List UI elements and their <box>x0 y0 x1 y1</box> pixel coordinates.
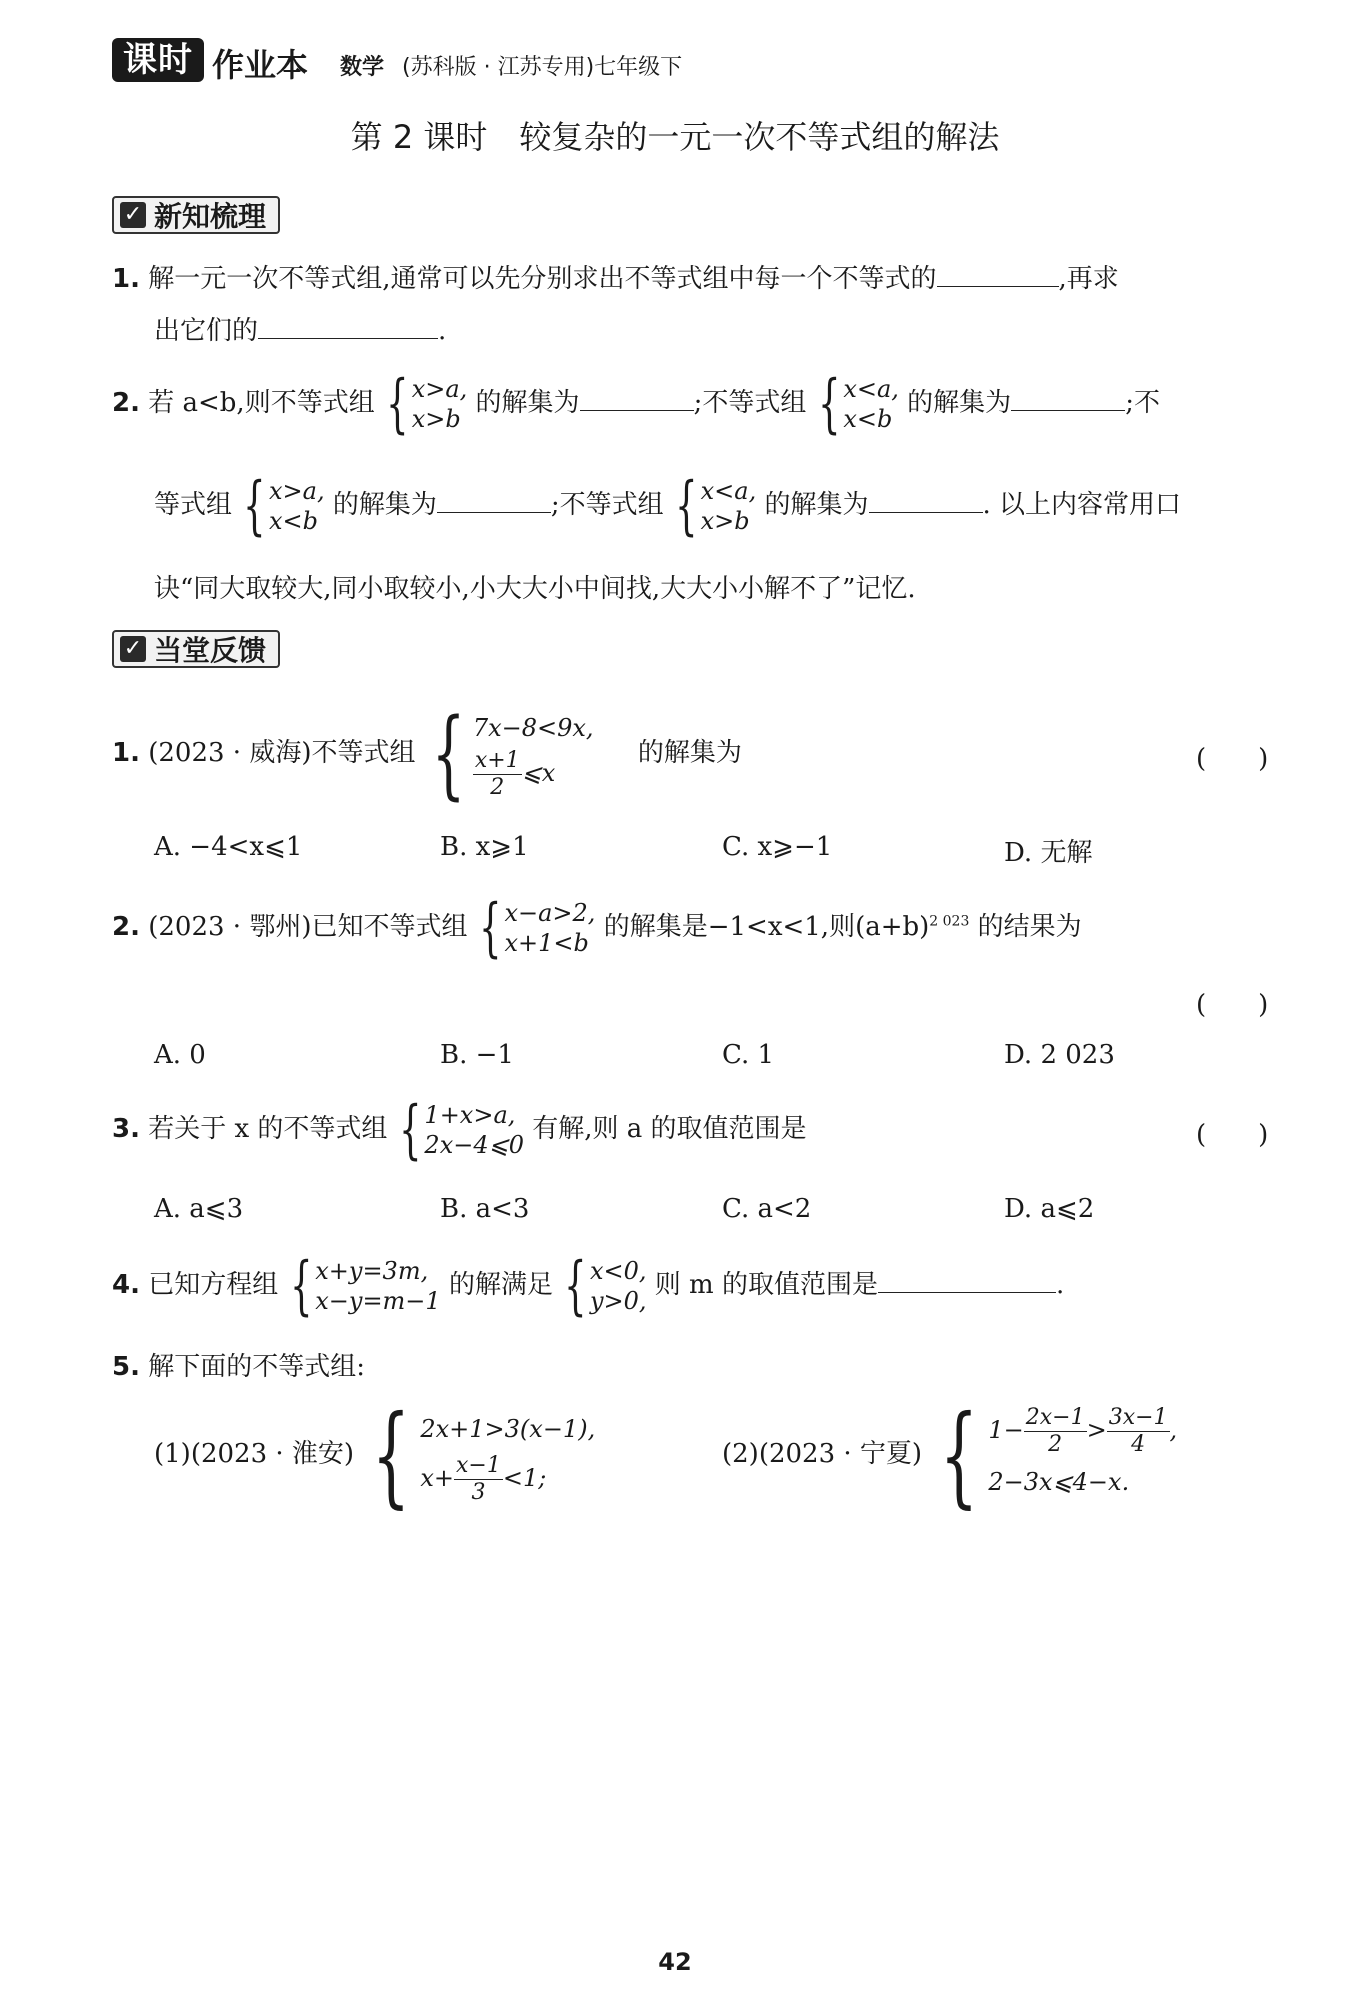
option-a[interactable]: A. 0 <box>154 1040 206 1070</box>
system-line: x>a, <box>411 375 468 403</box>
question-text: ;不等式组 <box>693 388 807 418</box>
inequality-system: { x−a>2, x+1<b <box>478 891 596 965</box>
option-c[interactable]: C. 1 <box>722 1040 775 1070</box>
question-number: 1. <box>112 738 140 768</box>
book-name: 作业本 <box>212 46 309 84</box>
answer-paren[interactable]: ( ) <box>1196 1120 1269 1150</box>
question-text: 解下面的不等式组: <box>148 1352 365 1382</box>
question-text: 有解,则 a 的取值范围是 <box>532 1114 807 1144</box>
feedback-q4 <box>112 1249 1065 1323</box>
system-line: y>0, <box>589 1287 647 1315</box>
inequality-system: { x<a, x>b <box>675 469 757 543</box>
option-c[interactable]: C. a<2 <box>722 1194 812 1224</box>
system-line <box>420 1453 595 1506</box>
edition-label: (苏科版 · 江苏专用)七年级下 <box>402 55 683 80</box>
fraction-denominator: 3 <box>471 1479 486 1505</box>
question-text: 的结果为 <box>977 912 1082 942</box>
part-label: (2)(2023 · 宁夏) <box>722 1439 923 1469</box>
question-text: . <box>1055 1270 1065 1300</box>
system-line: x<0, <box>589 1257 647 1285</box>
question-text: 等式组 <box>154 490 233 520</box>
fraction <box>1024 1405 1087 1458</box>
review-q2-line3: 诀“同大取较大,同小取较小,小大大小中间找,大大小小解不了”记忆. <box>154 574 916 604</box>
inequality-system: { 2x+1>3(x−1), x+ $\frac{x-1}{3}$ <1; <box>372 1391 596 1519</box>
system-line: 2−3x⩽4−x. <box>988 1467 1130 1496</box>
question-number: 1. <box>112 264 140 294</box>
system-line: x>b <box>411 405 461 433</box>
option-b[interactable]: B. a<3 <box>440 1194 530 1224</box>
answer-blank[interactable] <box>580 386 694 411</box>
system-line: x+y=3m, <box>315 1257 429 1285</box>
inequality-system: { x>a, x<b <box>243 469 325 543</box>
question-text: ;不 <box>1125 388 1160 418</box>
system-line: x−y=m−1 <box>315 1287 441 1315</box>
option-d[interactable]: D. 2 023 <box>1004 1040 1115 1070</box>
fraction <box>454 1453 503 1506</box>
fraction-denominator: 2 <box>490 774 505 800</box>
system-line: 1+x>a, <box>424 1101 516 1129</box>
question-text: 的解集为 <box>907 388 1012 418</box>
question-text: 的解集为 <box>764 490 869 520</box>
question-text: 的解集为 <box>475 388 580 418</box>
question-text: ;不等式组 <box>550 490 664 520</box>
answer-blank[interactable] <box>258 314 438 339</box>
checkbox-icon: ✓ <box>120 202 146 228</box>
review-q2-line2 <box>154 469 1182 543</box>
inequality-system: { x<0, y>0, <box>564 1249 647 1323</box>
fraction-denominator: 4 <box>1131 1431 1146 1457</box>
option-b[interactable]: B. −1 <box>440 1040 514 1070</box>
question-text: 则 m 的取值范围是 <box>654 1270 878 1300</box>
option-d[interactable]: D. 无解 <box>1004 838 1093 868</box>
fraction-numerator: 3x−1 <box>1108 1404 1168 1430</box>
question-number: 2. <box>112 912 140 942</box>
system-line: x>b <box>700 507 750 535</box>
system-line: x<a, <box>843 375 899 403</box>
system-line-tail: ⩽x <box>521 758 556 787</box>
part-label: (1)(2023 · 淮安) <box>154 1439 355 1469</box>
inequality-system: { 1+x>a, 2x−4⩽0 <box>398 1093 524 1167</box>
checkbox-icon: ✓ <box>120 636 146 662</box>
inequality-system: { 7x−8<9x, $\frac{x+1}{2}$ ⩽x <box>431 698 594 810</box>
feedback-q5 <box>112 1350 365 1384</box>
review-q2-line1 <box>112 367 1160 441</box>
q5-part1 <box>154 1391 596 1519</box>
system-line-part: 1− <box>988 1415 1024 1444</box>
system-line-part: x+ <box>420 1463 455 1492</box>
system-line-part: , <box>1169 1415 1178 1444</box>
question-text: ,再求 <box>1058 264 1119 294</box>
feedback-q1 <box>112 698 742 810</box>
inequality-system: { x<a, x<b <box>817 367 899 441</box>
question-text: 出它们的 <box>154 316 259 346</box>
question-text: 的解集为 <box>332 490 437 520</box>
system-line <box>473 748 594 801</box>
book-logo: 课时 <box>112 38 204 82</box>
answer-blank[interactable] <box>878 1268 1056 1293</box>
answer-paren[interactable]: ( ) <box>1196 744 1269 774</box>
fraction-denominator: 2 <box>1048 1431 1063 1457</box>
lesson-title: 第 2 课时 较复杂的一元一次不等式组的解法 <box>350 118 1000 156</box>
question-text: 的解集是−1<x<1,则(a+b) <box>603 912 930 942</box>
system-line: x<b <box>269 507 319 535</box>
system-line: x+1<b <box>504 929 589 957</box>
section-title: 新知梳理 <box>154 200 267 233</box>
question-text: 的解满足 <box>448 1270 553 1300</box>
fraction <box>1107 1405 1170 1458</box>
fraction-numerator: x−1 <box>456 1452 501 1478</box>
option-b[interactable]: B. x⩾1 <box>440 832 529 862</box>
section-heading-review <box>112 196 280 234</box>
system-line-part: > <box>1086 1415 1107 1444</box>
system-line: 2x−4⩽0 <box>424 1131 524 1159</box>
system-line: 7x−8<9x, <box>472 713 594 742</box>
question-text: (2023 · 鄂州)已知不等式组 <box>148 912 468 942</box>
question-text: . 以上内容常用口 <box>982 490 1182 520</box>
section-title: 当堂反馈 <box>154 634 267 667</box>
subject-label: 数学 <box>340 55 385 80</box>
inequality-system: { x>a, x>b <box>386 367 468 441</box>
review-q1-line1 <box>112 262 1119 296</box>
system-line: 2x+1>3(x−1), <box>420 1414 596 1443</box>
system-line: x<a, <box>700 477 757 505</box>
fraction <box>473 748 522 801</box>
feedback-q2 <box>112 891 1082 965</box>
answer-paren[interactable]: ( ) <box>1196 990 1269 1020</box>
system-line: x<b <box>843 405 893 433</box>
review-q1-line2 <box>154 314 446 348</box>
question-text: 的解集为 <box>637 738 742 768</box>
question-number: 5. <box>112 1352 140 1382</box>
fraction-numerator: 2x−1 <box>1025 1404 1085 1430</box>
question-text: 若关于 x 的不等式组 <box>148 1114 388 1144</box>
exponent: 2 023 <box>929 913 970 930</box>
q5-part2 <box>722 1391 1178 1519</box>
question-text: 已知方程组 <box>148 1270 279 1300</box>
question-text: (2023 · 威海)不等式组 <box>148 738 416 768</box>
system-line-part: <1; <box>502 1463 547 1492</box>
feedback-q3 <box>112 1093 807 1167</box>
option-a[interactable]: A. a⩽3 <box>154 1194 244 1224</box>
answer-blank[interactable] <box>1011 386 1125 411</box>
equation-system: { x+y=3m, x−y=m−1 <box>289 1249 441 1323</box>
answer-blank[interactable] <box>937 262 1059 287</box>
inequality-system: { 1− $\frac{2x-1}{2}$ > $\frac{3x-1}{4}$ , 2−3x⩽4−x. <box>940 1391 1178 1519</box>
system-line: x>a, <box>269 477 325 505</box>
question-number: 3. <box>112 1114 140 1144</box>
question-number: 4. <box>112 1270 140 1300</box>
system-line <box>988 1405 1177 1458</box>
question-text: 解一元一次不等式组,通常可以先分别求出不等式组中每一个不等式的 <box>148 264 937 294</box>
answer-blank[interactable] <box>869 488 983 513</box>
option-a[interactable]: A. −4<x⩽1 <box>154 832 303 862</box>
question-text: 若 a<b,则不等式组 <box>148 388 375 418</box>
fraction-numerator: x+1 <box>474 747 520 773</box>
answer-blank[interactable] <box>437 488 551 513</box>
question-number: 2. <box>112 388 140 418</box>
option-c[interactable]: C. x⩾−1 <box>722 832 833 862</box>
question-text: . <box>438 316 447 346</box>
page-number: 42 <box>658 1948 692 1976</box>
system-line: x−a>2, <box>504 899 596 927</box>
option-d[interactable]: D. a⩽2 <box>1004 1194 1095 1224</box>
section-heading-feedback <box>112 630 280 668</box>
